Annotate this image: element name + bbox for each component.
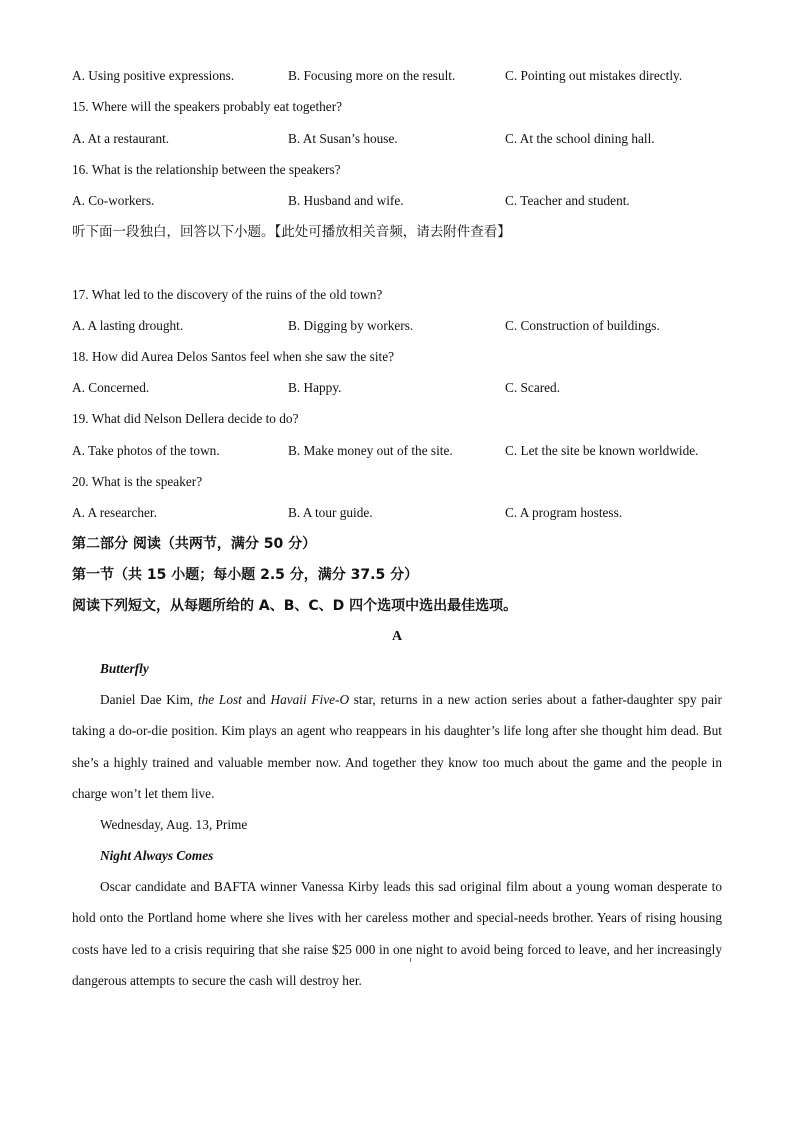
item2-title: Night Always Comes <box>100 848 214 863</box>
q17-option-a: A. A lasting drought. <box>72 318 184 333</box>
q15-option-c: C. At the school dining hall. <box>505 131 655 146</box>
item1-text-rest: star, returns in a new action series about a father-daughter spy pair taking a do-or-die position. Kim plays an agent who reappears in his daughter’s life long after she thought him dead. But she’s a highly trained and valuable member now. And together they know too much about the game and the people in charge won’t let them live. <box>72 692 722 801</box>
item1-show2: Havaii Five-O <box>270 692 350 707</box>
q18-question: 18. How did Aurea Delos Santos feel when she saw the site? <box>72 349 395 364</box>
reading-instruction: 阅读下列短文，从每题所给的 A、B、C、D 四个选项中选出最佳选项。 <box>72 598 518 614</box>
q18-option-c: C. Scared. <box>505 380 561 395</box>
part2-heading: 第二部分 阅读（共两节，满分 50 分） <box>72 536 317 552</box>
item1-show1: the Lost <box>197 692 242 707</box>
q19-option-c: C. Let the site be known worldwide. <box>505 443 699 458</box>
q16-option-a: A. Co-workers. <box>72 193 155 208</box>
q15-question: 15. Where will the speakers probably eat together? <box>72 99 343 114</box>
section1-heading: 第一节（共 15 小题；每小题 2.5 分，满分 37.5 分） <box>72 567 419 583</box>
q16-question: 16. What is the relationship between the speakers? <box>72 162 341 177</box>
q20-option-a: A. A researcher. <box>72 505 157 520</box>
q14-option-a: A. Using positive expressions. <box>72 68 235 83</box>
q18-option-a: A. Concerned. <box>72 380 150 395</box>
q19-option-a: A. Take photos of the town. <box>72 443 220 458</box>
item1-schedule: Wednesday, Aug. 13, Prime <box>100 817 248 832</box>
q19-question: 19. What did Nelson Dellera decide to do? <box>72 411 299 426</box>
q15-option-b: B. At Susan’s house. <box>288 131 398 146</box>
q14-option-b: B. Focusing more on the result. <box>288 68 456 83</box>
scan-mark <box>410 958 411 962</box>
item1-text-and: and <box>241 692 271 707</box>
monologue-instruction: 听下面一段独白，回答以下小题。【此处可播放相关音频，请去附件查看】 <box>72 224 511 240</box>
item2-text: Oscar candidate and BAFTA winner Vanessa Kirby leads this sad original film about a young woman desperate to hold onto the Portland home where she lives with her careless mother and special-needs brother. Years of rising housing costs have led to a crisis requiring that she raise $25 000 in one night to avoid being forced to leave, and her increasingly dangerous attempts to secure the cash will destroy her. <box>72 879 722 988</box>
q17-question: 17. What led to the discovery of the ruins of the old town? <box>72 287 383 302</box>
passage-label: A <box>391 629 403 644</box>
item2-paragraph <box>72 871 722 996</box>
q17-option-b: B. Digging by workers. <box>288 318 414 333</box>
item1-text-start: Daniel Dae Kim, <box>100 692 198 707</box>
q20-option-c: C. A program hostess. <box>505 505 623 520</box>
item1-paragraph <box>72 684 722 809</box>
q19-option-b: B. Make money out of the site. <box>288 443 453 458</box>
q18-option-b: B. Happy. <box>288 380 342 395</box>
item1-title: Butterfly <box>100 661 149 676</box>
q16-option-b: B. Husband and wife. <box>288 193 404 208</box>
q14-option-c: C. Pointing out mistakes directly. <box>505 68 683 83</box>
q20-option-b: B. A tour guide. <box>288 505 373 520</box>
q20-question: 20. What is the speaker? <box>72 474 203 489</box>
q15-option-a: A. At a restaurant. <box>72 131 170 146</box>
q17-option-c: C. Construction of buildings. <box>505 318 660 333</box>
q16-option-c: C. Teacher and student. <box>505 193 630 208</box>
